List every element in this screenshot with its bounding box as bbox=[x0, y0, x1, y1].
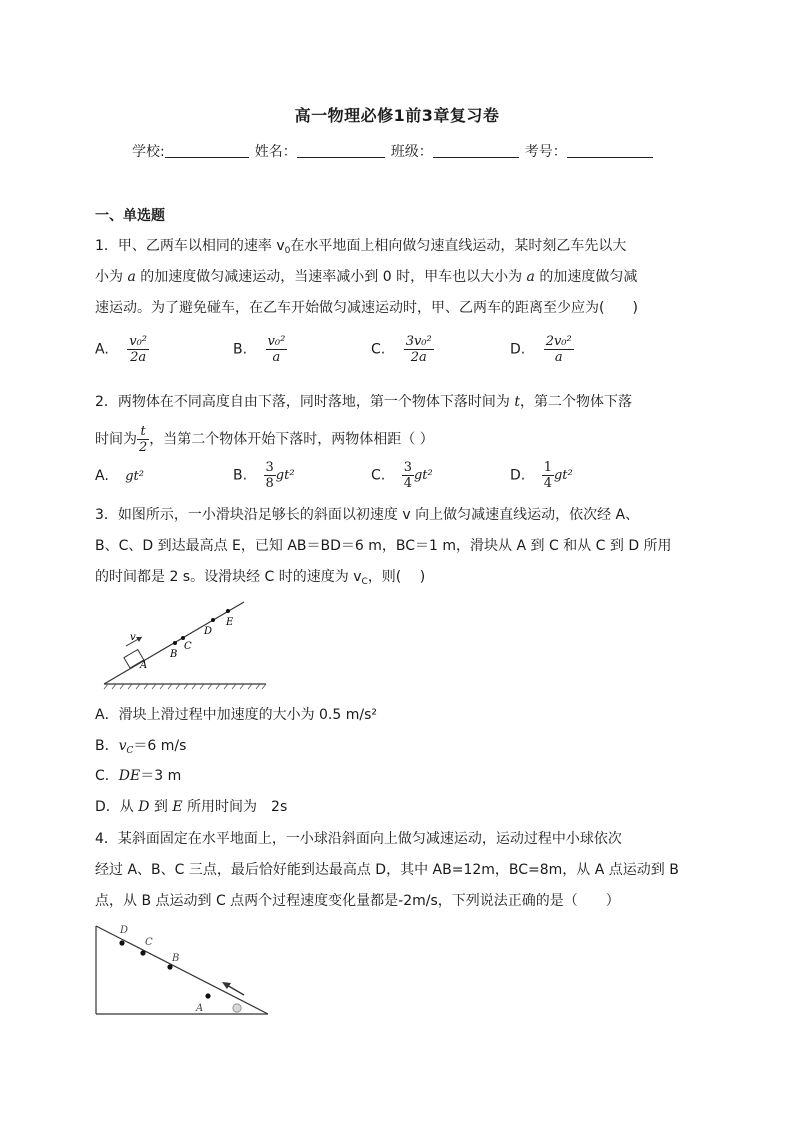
school-blank[interactable] bbox=[165, 143, 249, 158]
point-e bbox=[226, 609, 230, 613]
point-b bbox=[167, 964, 172, 969]
q3-option-b[interactable]: B．$v_C=6$ m/s bbox=[95, 738, 187, 756]
fraction: $\frac{t}{2}$ bbox=[139, 424, 148, 455]
ball-icon bbox=[233, 1004, 241, 1012]
point-c bbox=[181, 636, 185, 640]
q4-line3: 点，从 B 点运动到 C 点两个过程速度变化量都是-2m/s，下列说法正确的是（ ） bbox=[95, 893, 620, 909]
q2-option-c[interactable]: C. $\frac{3}{4}$ gt² bbox=[371, 460, 433, 491]
direction-arrow-icon bbox=[222, 982, 244, 995]
q1-option-c[interactable]: C. $\frac{\text{3v₀²}}{2a}$ bbox=[371, 334, 432, 365]
q1-line1: 1．甲、乙两车以相同的速率 $v_0$在水平地面上相向做匀速直线运动，某时刻乙车先以大 bbox=[95, 238, 627, 256]
q3-line1: 3．如图所示，一小滑块沿足够长的斜面以初速度 v 向上做匀减速直线运动，依次经 A、 bbox=[95, 507, 640, 523]
label-c: C bbox=[184, 641, 192, 652]
label-c: C bbox=[145, 937, 153, 948]
fraction: $\frac{\text{v₀²}}{2a}$ bbox=[129, 334, 148, 365]
label-a: A bbox=[196, 1003, 204, 1014]
label-v: v bbox=[130, 632, 136, 643]
q1-option-d[interactable]: D. $\frac{\text{2v₀²}}{a}$ bbox=[510, 334, 572, 365]
q2-line1: 2．两物体在不同高度自由下落，同时落地，第一个物体下落时间为 t，第二个物体下落 bbox=[95, 394, 632, 410]
q3-option-c[interactable]: C．DE＝3 m bbox=[95, 768, 182, 784]
q1-line3: 速运动。为了避免碰车，在乙车开始做匀减速运动时，甲、乙两车的距离至少应为( ) bbox=[95, 300, 638, 316]
name-blank[interactable] bbox=[297, 143, 385, 158]
incline-figure-q4 bbox=[92, 922, 272, 1020]
q4-line2: 经过 A、B、C 三点，最后恰好能到达最高点 D，其中 AB=12m，BC=8m，从 A 点运动到 B bbox=[95, 862, 679, 878]
number-blank[interactable] bbox=[567, 143, 653, 158]
class-blank[interactable] bbox=[433, 143, 519, 158]
point-d bbox=[119, 940, 124, 945]
fraction: $\frac{\text{2v₀²}}{a}$ bbox=[545, 334, 572, 365]
label-b: B bbox=[170, 649, 178, 660]
point-d bbox=[211, 618, 215, 622]
page-title: 高一物理必修1前3章复习卷 bbox=[294, 106, 500, 125]
q2-line2: 时间为 $\frac{t}{2}$ ，当第二个物体开始下落时，两物体相距（ ） bbox=[95, 424, 434, 455]
name-label: 姓名： bbox=[254, 144, 297, 160]
class-label: 班级： bbox=[390, 144, 433, 160]
label-e: E bbox=[226, 617, 234, 628]
point-c bbox=[140, 950, 145, 955]
q3-option-d[interactable]: D．从 D 到 E 所用时间为 2s bbox=[95, 799, 288, 815]
label-a: A bbox=[140, 660, 148, 671]
label-d: D bbox=[120, 925, 129, 936]
ground-hatching bbox=[104, 684, 266, 689]
fraction: $\frac{3}{8}$ bbox=[265, 460, 274, 491]
q1-option-a[interactable]: A. $\frac{\text{v₀²}}{2a}$ bbox=[95, 334, 148, 365]
student-info-row bbox=[132, 141, 659, 161]
section-heading: 一、单选题 bbox=[95, 208, 165, 224]
q3-option-a[interactable]: A．滑块上滑过程中加速度的大小为 0.5 m/s² bbox=[95, 707, 378, 723]
school-label: 学校: bbox=[132, 144, 165, 160]
fraction: $\frac{3}{4}$ bbox=[403, 460, 412, 491]
fraction: $\frac{\text{3v₀²}}{2a}$ bbox=[405, 334, 432, 365]
incline-line bbox=[96, 926, 268, 1014]
label-b: B bbox=[172, 953, 180, 964]
q1-option-b[interactable]: B. $\frac{\text{v₀²}}{a}$ bbox=[233, 334, 286, 365]
q3-line2: B、C、D 到达最高点 E，已知 AB＝BD＝6 m，BC＝1 m，滑块从 A 到 C 和从 C 到 D 所用 bbox=[95, 538, 672, 554]
q2-option-b[interactable]: B. $\frac{3}{8}$ gt² bbox=[233, 460, 295, 491]
q3-line3: 的时间都是 2 s。设滑块经 C 时的速度为 $v_C$，则( ) bbox=[95, 569, 426, 587]
q4-line1: 4．某斜面固定在水平地面上，一小球沿斜面向上做匀减速运动，运动过程中小球依次 bbox=[95, 831, 622, 847]
incline-figure-q3 bbox=[98, 600, 273, 692]
fraction: $\frac{1}{4}$ bbox=[543, 460, 552, 491]
label-d: D bbox=[204, 626, 213, 637]
number-label: 考号： bbox=[524, 144, 567, 160]
point-b bbox=[173, 641, 177, 645]
point-a bbox=[205, 993, 210, 998]
q1-line2: 小为 a 的加速度做匀减速运动，当速率减小到 0 时，甲车也以大小为 a 的加速度做匀减 bbox=[95, 269, 638, 285]
q2-option-d[interactable]: D. $\frac{1}{4}$ gt² bbox=[510, 460, 573, 491]
fraction: $\frac{\text{v₀²}}{a}$ bbox=[267, 334, 286, 365]
q2-option-a[interactable]: A. gt² bbox=[95, 468, 144, 484]
